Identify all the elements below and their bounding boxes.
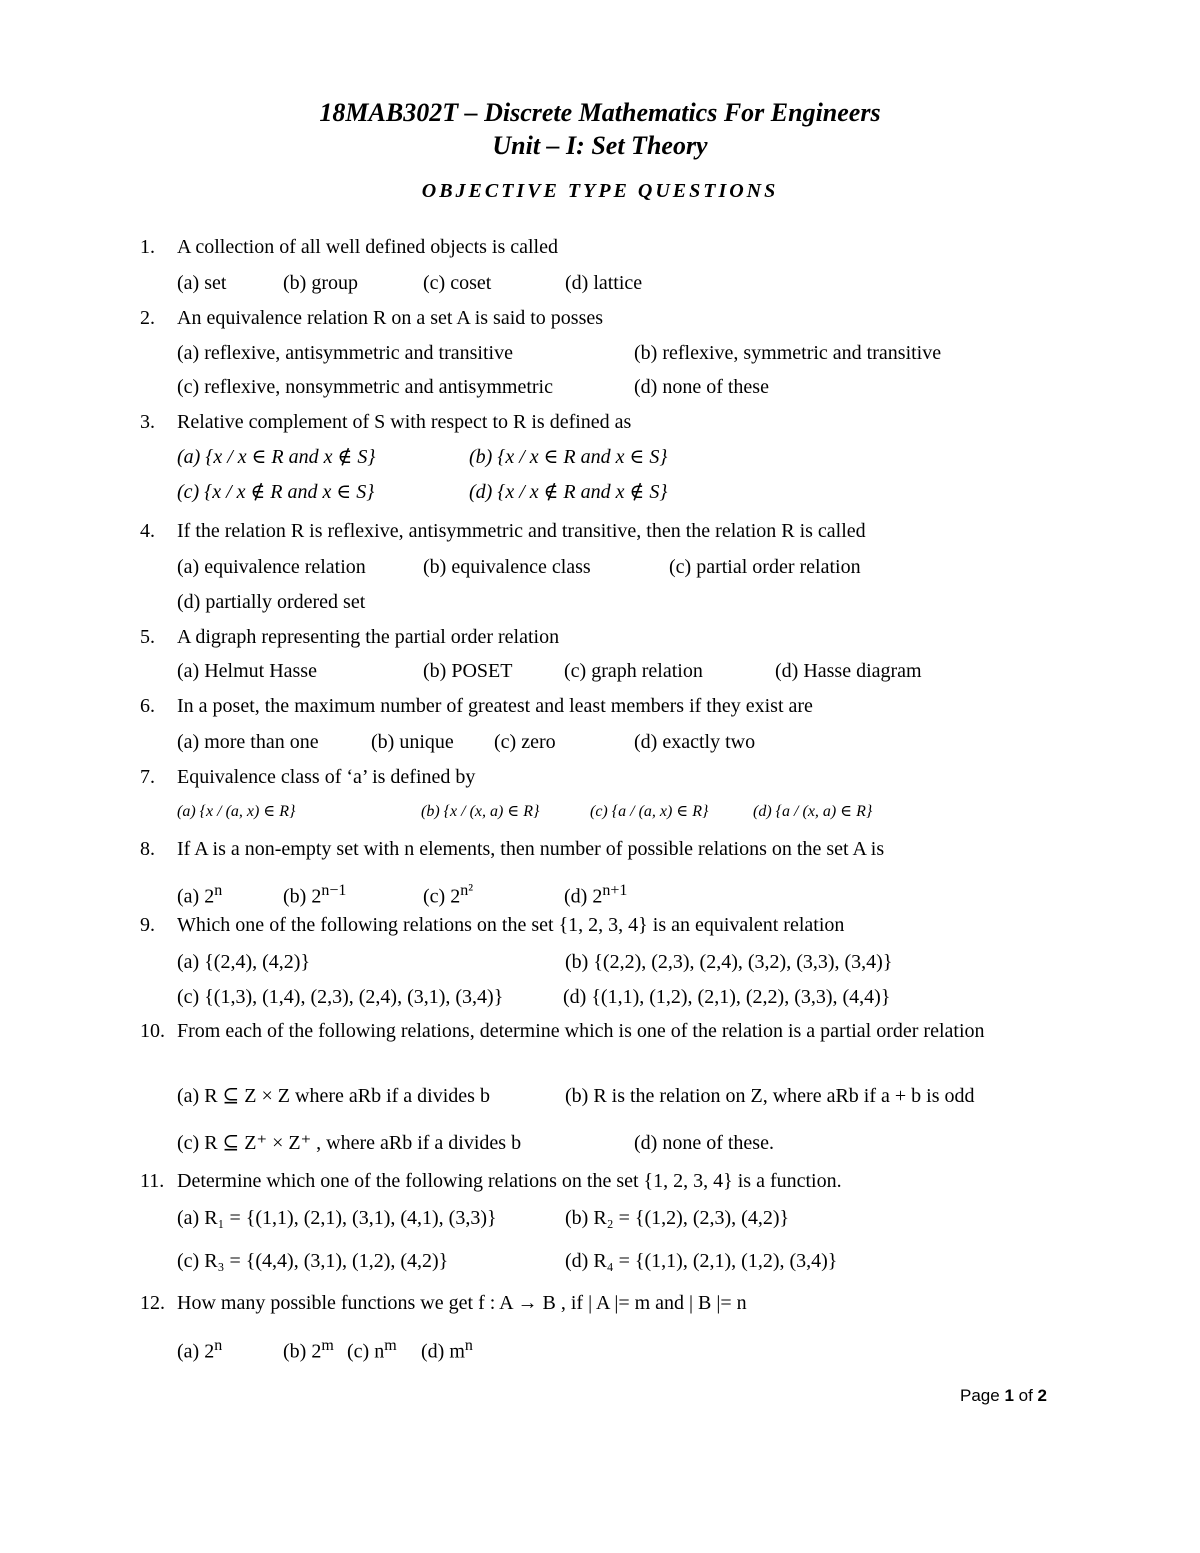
document-header (0, 96, 1200, 162)
page-number-prefix: Page (960, 1386, 1005, 1405)
question-text: In a poset, the maximum number of greatest and least members if they exist are (177, 695, 813, 717)
option-a: (a) {x / x ∈ R and x ∉ S} (177, 446, 376, 468)
question-text: From each of the following relations, determine which is one of the relation is a partial order relation (177, 1020, 985, 1042)
question-number: 10. (140, 1020, 165, 1042)
option-a: (a) {(2,4), (4,2)} (177, 951, 311, 973)
option-d: (d) none of these. (634, 1132, 774, 1154)
option-b: (b) {x / (x, a) ∈ R} (421, 803, 540, 820)
question-number: 4. (140, 520, 155, 542)
option-b (283, 1334, 334, 1364)
option-c-exponent: n² (460, 882, 473, 899)
option-b: (b) equivalence class (423, 556, 591, 578)
option-c-label: (c) 2 (423, 885, 461, 908)
option-d: (d) Hasse diagram (775, 660, 922, 682)
option-c-exponent: m (384, 1337, 397, 1354)
option-c: (c) R₃ = {(4,4), (3,1), (1,2), (4,2)} (177, 1250, 449, 1272)
option-c: (c) reflexive, nonsymmetric and antisymmetric (177, 376, 553, 398)
option-d: (d) exactly two (634, 731, 756, 753)
option-d-label: (d) m (421, 1340, 465, 1363)
option-b (283, 879, 346, 909)
question-text: A collection of all well defined objects is called (177, 236, 558, 258)
option-d: (d) partially ordered set (177, 591, 366, 613)
option-b-label: (b) 2 (283, 1340, 322, 1363)
document-subtitle: Unit – I: Set Theory (492, 131, 708, 160)
option-b: (b) {x / x ∈ R and x ∈ S} (469, 446, 668, 468)
option-a (177, 879, 222, 909)
option-d-exponent: n (464, 1337, 473, 1354)
option-b-label: (b) 2 (283, 885, 322, 908)
question-number: 7. (140, 766, 155, 788)
question-text: A digraph representing the partial order relation (177, 626, 560, 648)
question-text: How many possible functions we get f : A → B , if | A |= m and | B |= n (177, 1292, 747, 1314)
option-a: (a) reflexive, antisymmetric and transitive (177, 342, 513, 364)
option-d: (d) {a / (x, a) ∈ R} (753, 803, 873, 820)
question-number: 6. (140, 695, 155, 717)
option-d-label: (d) 2 (564, 885, 603, 908)
option-a: (a) R₁ = {(1,1), (2,1), (3,1), (4,1), (3,3)} (177, 1207, 497, 1229)
option-c-label: (c) n (347, 1340, 385, 1363)
question-number: 3. (140, 411, 155, 433)
question-number: 5. (140, 626, 155, 648)
option-a-label: (a) 2 (177, 1340, 215, 1363)
page-number-middle: of (1013, 1386, 1038, 1405)
option-a: (a) set (177, 272, 227, 294)
page-number-total: 2 (1037, 1386, 1047, 1405)
document-title: 18MAB302T – Discrete Mathematics For Engineers (319, 98, 881, 127)
option-c: (c) R ⊆ Z⁺ × Z⁺ , where aRb if a divides b (177, 1132, 522, 1154)
option-d: (d) {(1,1), (1,2), (2,1), (2,2), (3,3), (4,4)} (563, 986, 891, 1008)
option-c: (c) {x / x ∉ R and x ∈ S} (177, 481, 375, 503)
page-number (960, 1386, 1047, 1406)
option-c (423, 879, 473, 909)
option-a-exponent: n (214, 1337, 223, 1354)
question-number: 1. (140, 236, 155, 258)
option-b: (b) R₂ = {(1,2), (2,3), (4,2)} (565, 1207, 790, 1229)
option-b: (b) POSET (423, 660, 513, 682)
option-c: (c) graph relation (564, 660, 703, 682)
option-b: (b) unique (371, 731, 454, 753)
option-b: (b) group (283, 272, 358, 294)
option-d (421, 1334, 473, 1364)
section-heading: OBJECTIVE TYPE QUESTIONS (421, 180, 779, 202)
option-d: (d) lattice (565, 272, 643, 294)
option-a: (a) Helmut Hasse (177, 660, 317, 682)
option-a: (a) {x / (a, x) ∈ R} (177, 803, 296, 820)
question-number: 8. (140, 838, 155, 860)
option-d: (d) none of these (634, 376, 769, 398)
question-text: If the relation R is reflexive, antisymmetric and transitive, then the relation R is called (177, 520, 866, 542)
option-d (564, 879, 627, 909)
option-b-exponent: n−1 (321, 882, 347, 899)
question-text: An equivalence relation R on a set A is said to posses (177, 307, 604, 329)
question-text: Which one of the following relations on the set {1, 2, 3, 4} is an equivalent relation (177, 914, 845, 936)
question-number: 11. (140, 1170, 165, 1192)
option-b-exponent: m (321, 1337, 334, 1354)
option-a: (a) equivalence relation (177, 556, 366, 578)
option-c: (c) {a / (a, x) ∈ R} (590, 803, 709, 820)
option-c: (c) coset (423, 272, 492, 294)
page-number-current: 1 (1004, 1386, 1014, 1405)
option-d-exponent: n+1 (602, 882, 628, 899)
option-b: (b) {(2,2), (2,3), (2,4), (3,2), (3,3), (3,4)} (565, 951, 893, 973)
question-text: If A is a non-empty set with n elements, then number of possible relations on the set A is (177, 838, 885, 860)
option-a (177, 1334, 222, 1364)
question-number: 12. (140, 1292, 165, 1314)
option-c (347, 1334, 397, 1364)
option-a-label: (a) 2 (177, 885, 215, 908)
option-c: (c) {(1,3), (1,4), (2,3), (2,4), (3,1), (3,4)} (177, 986, 504, 1008)
question-number: 9. (140, 914, 155, 936)
option-b: (b) reflexive, symmetric and transitive (634, 342, 942, 364)
option-a: (a) more than one (177, 731, 319, 753)
option-b: (b) R is the relation on Z, where aRb if a + b is odd (565, 1085, 975, 1107)
option-d: (d) R₄ = {(1,1), (2,1), (1,2), (3,4)} (565, 1250, 838, 1272)
question-text: Relative complement of S with respect to R is defined as (177, 411, 632, 433)
option-a: (a) R ⊆ Z × Z where aRb if a divides b (177, 1085, 490, 1107)
option-a-exponent: n (214, 882, 223, 899)
question-text: Equivalence class of ‘a’ is defined by (177, 766, 476, 788)
option-d: (d) {x / x ∉ R and x ∉ S} (469, 481, 668, 503)
question-number: 2. (140, 307, 155, 329)
option-c: (c) zero (494, 731, 556, 753)
option-c: (c) partial order relation (669, 556, 861, 578)
question-text: Determine which one of the following relations on the set {1, 2, 3, 4} is a function. (177, 1170, 842, 1192)
